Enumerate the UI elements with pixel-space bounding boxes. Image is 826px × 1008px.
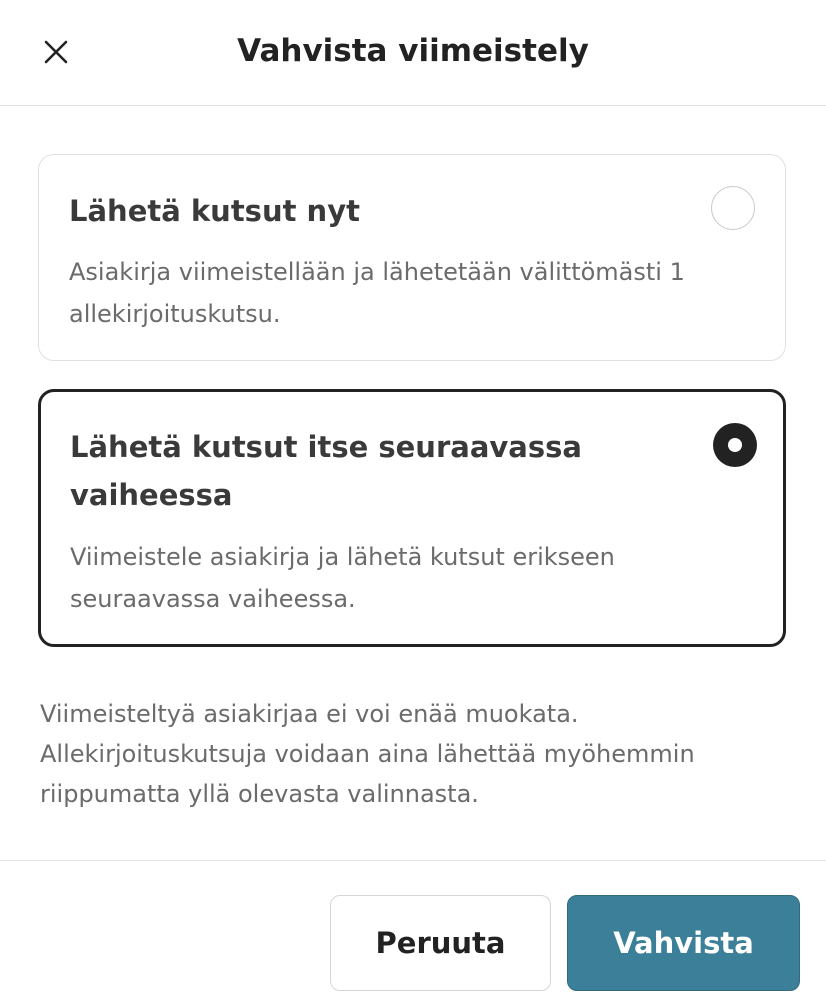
option-title: Lähetä kutsut itse seuraavassa vaiheessa [70,430,582,512]
option-send-now[interactable] [38,154,786,361]
option-send-later[interactable] [38,389,786,647]
option-description: Asiakirja viimeistellään ja lähetetään välittömästi 1 allekirjoituskutsu. [69,258,685,328]
radio-button-unselected[interactable] [711,186,755,230]
dialog-header [0,0,826,106]
option-description: Viimeistele asiakirja ja lähetä kutsut erikseen seuraavassa vaiheessa. [70,543,615,613]
dialog-title: Vahvista viimeistely [237,33,589,69]
confirm-button[interactable]: Vahvista [567,895,800,991]
dialog-footer [0,860,826,1008]
cancel-button[interactable]: Peruuta [330,895,551,991]
radio-button-selected[interactable] [713,423,757,467]
option-title: Lähetä kutsut nyt [69,194,360,228]
info-text: Viimeisteltyä asiakirjaa ei voi enää muokata. Allekirjoituskutsuja voidaan aina lähettää myöhemmin riippumatta yllä olevasta valinnasta. [40,700,695,808]
